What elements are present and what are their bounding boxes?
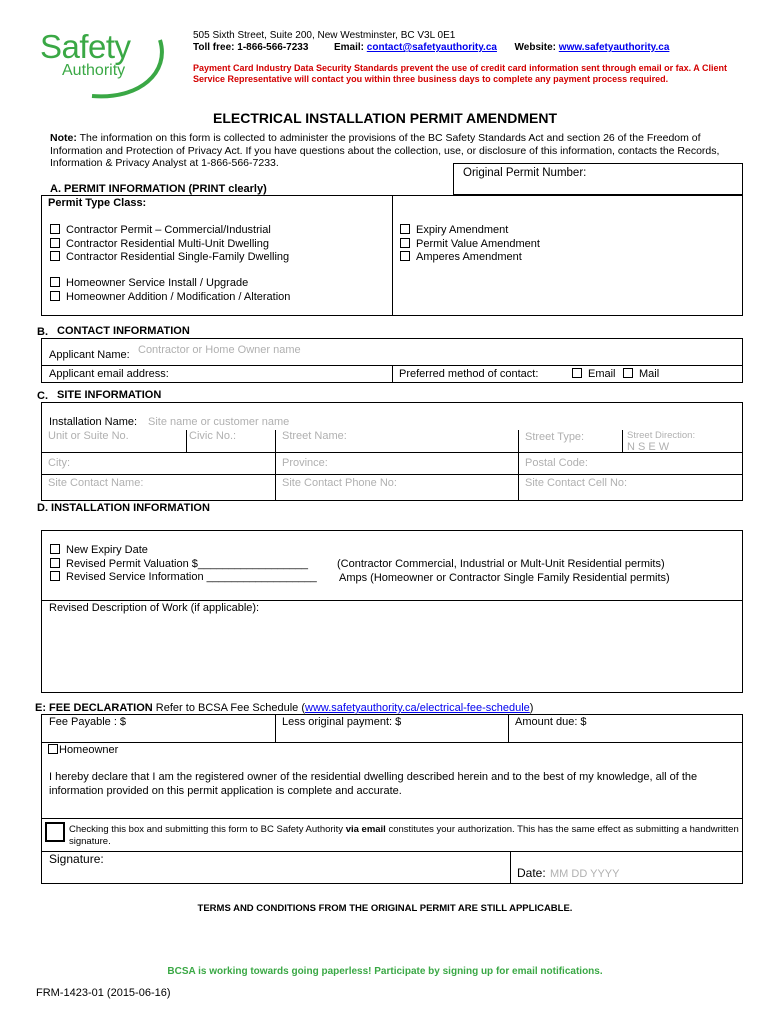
installation-name-label: Installation Name: (49, 416, 138, 428)
email-link[interactable]: contact@safetyauthority.ca (366, 42, 497, 53)
note-label: Note: (50, 132, 77, 144)
section-b-title: CONTACT INFORMATION (57, 325, 190, 337)
authorization-checkbox[interactable] (45, 822, 65, 842)
applicant-name-input[interactable]: Contractor or Home Owner name (138, 344, 301, 356)
amps-note: Amps (Homeowner or Contractor Single Family Residential permits) (339, 572, 670, 584)
option-revised-valuation[interactable]: Revised Permit Valuation $__________________ (50, 558, 317, 572)
terms-notice: TERMS AND CONDITIONS FROM THE ORIGINAL PERMIT ARE STILL APPLICABLE. (197, 903, 573, 914)
checkbox[interactable] (623, 368, 633, 378)
date-input[interactable]: MM DD YYYY (550, 868, 620, 880)
site-contact-field[interactable]: Site Contact Name: (48, 477, 144, 489)
option-contractor-commercial[interactable]: Contractor Permit – Commercial/Industrial (50, 224, 289, 238)
option-new-expiry[interactable]: New Expiry Date (50, 544, 317, 558)
checkbox[interactable] (50, 558, 60, 568)
checkbox[interactable] (50, 291, 60, 301)
civic-field[interactable]: Civic No.: (189, 430, 237, 442)
option-expiry-amendment[interactable]: Expiry Amendment (400, 224, 540, 238)
applicant-name-label: Applicant Name: (49, 349, 130, 361)
contact-line (193, 42, 669, 53)
homeowner-option[interactable]: Homeowner (48, 744, 118, 758)
section-c-letter: C. (37, 390, 48, 402)
applicant-email-label[interactable]: Applicant email address: (49, 368, 169, 380)
signature-field[interactable]: Signature: (49, 852, 104, 866)
original-permit-label: Original Permit Number: (463, 167, 587, 179)
section-c-title: SITE INFORMATION (57, 389, 162, 401)
section-a-title: A. PERMIT INFORMATION (PRINT clearly) (50, 183, 267, 195)
valuation-note: (Contractor Commercial, Industrial or Mult-Unit Residential permits) (337, 558, 665, 570)
checkbox[interactable] (400, 238, 410, 248)
preferred-contact-label: Preferred method of contact: (399, 368, 539, 380)
site-phone-field[interactable]: Site Contact Phone No: (282, 477, 397, 489)
installation-name-input[interactable]: Site name or customer name (148, 416, 290, 428)
street-direction-options[interactable]: N S E W (627, 441, 670, 453)
section-d-title: D. INSTALLATION INFORMATION (37, 502, 210, 514)
street-name-field[interactable]: Street Name: (282, 430, 347, 442)
site-cell-field[interactable]: Site Contact Cell No: (525, 477, 628, 489)
tollfree: Toll free: 1-866-566-7233 (193, 42, 309, 53)
checkbox[interactable] (50, 277, 60, 287)
original-permit-field[interactable] (453, 163, 743, 195)
fee-schedule-link[interactable]: www.safetyauthority.ca/electrical-fee-schedule (305, 702, 530, 714)
revised-description-label[interactable]: Revised Description of Work (if applicable): (49, 602, 260, 614)
street-type-field[interactable]: Street Type: (525, 431, 585, 443)
email-label: Email: (334, 42, 367, 53)
permit-type-left (50, 224, 289, 265)
form-id: FRM-1423-01 (2015-06-16) (36, 987, 171, 999)
permit-type-label: Permit Type Class: (48, 197, 147, 209)
permit-type-right (400, 224, 540, 265)
contact-email-option[interactable]: Email (572, 368, 616, 382)
option-revised-service[interactable]: Revised Service Information __________________ (50, 571, 317, 585)
section-b-letter: B. (37, 326, 48, 338)
declaration-text: I hereby declare that I am the registered owner of the residential dwelling described herein and to the best of my knowledge, all of the information provided on this permit application is complete and accurate. (49, 771, 698, 797)
checkbox[interactable] (572, 368, 582, 378)
date-label: Date: (517, 866, 546, 880)
option-permit-value-amendment[interactable]: Permit Value Amendment (400, 238, 540, 252)
checkbox[interactable] (48, 744, 58, 754)
street-direction-label: Street Direction: (627, 430, 696, 441)
section-e-header: E: FEE DECLARATION Refer to BCSA Fee Schedule (www.safetyauthority.ca/electrical-fee-schedule) (35, 702, 534, 714)
fee-payable-field[interactable]: Fee Payable : $ (49, 716, 127, 728)
checkbox[interactable] (400, 251, 410, 261)
pci-notice-2: Service Representative will contact you within three business days to complete any payment process required. (193, 74, 669, 84)
paperless-notice: BCSA is working towards going paperless! Participate by signing up for email notifications. (167, 966, 603, 977)
postal-code-field[interactable]: Postal Code: (525, 457, 588, 469)
checkbox[interactable] (50, 224, 60, 234)
website-label: Website: (514, 42, 559, 53)
checkbox[interactable] (50, 238, 60, 248)
amount-due-field[interactable]: Amount due: $ (515, 716, 587, 728)
page-title: ELECTRICAL INSTALLATION PERMIT AMENDMENT (212, 110, 558, 126)
logo-text-safety: Safety (40, 28, 131, 65)
installation-options (50, 544, 317, 585)
option-contractor-multi-unit[interactable]: Contractor Residential Multi-Unit Dwelling (50, 238, 289, 252)
address: 505 Sixth Street, Suite 200, New Westminster, BC V3L 0E1 (193, 30, 456, 41)
less-original-field[interactable]: Less original payment: $ (282, 716, 402, 728)
city-field[interactable]: City: (48, 457, 70, 469)
section-e-title: E: FEE DECLARATION (35, 702, 153, 714)
checkbox[interactable] (50, 251, 60, 261)
authorization-text: Checking this box and submitting this form to BC Safety Authority via email constitutes your authorization. This has the same effect as submitting a handwritten signature. (69, 824, 739, 847)
pci-notice-1: Payment Card Industry Data Security Standards prevent the use of credit card information sent through email or fax. A Client (193, 63, 727, 73)
permit-type-left-homeowner (50, 277, 290, 304)
website-link[interactable]: www.safetyauthority.ca (558, 42, 670, 53)
unit-field[interactable]: Unit or Suite No. (48, 430, 129, 442)
logo-text-authority: Authority (62, 62, 126, 79)
option-homeowner-service[interactable]: Homeowner Service Install / Upgrade (50, 277, 290, 291)
note-text: The information on this form is collected to administer the provisions of the BC Safety Standards Act and section 26 of the Freedom of Information and Protection of Privacy Act. If you have questions about the collection, use, or disclosure of this information, contacts the Records, Information & Privacy Analyst at 1-866-566-7233. (50, 132, 720, 169)
contact-mail-option[interactable]: Mail (623, 368, 659, 382)
option-amperes-amendment[interactable]: Amperes Amendment (400, 251, 540, 265)
checkbox[interactable] (400, 224, 410, 234)
checkbox[interactable] (50, 544, 60, 554)
checkbox[interactable] (50, 571, 60, 581)
option-homeowner-addition[interactable]: Homeowner Addition / Modification / Alteration (50, 291, 290, 305)
option-contractor-single-family[interactable]: Contractor Residential Single-Family Dwelling (50, 251, 289, 265)
fee-declaration-box (41, 714, 743, 884)
province-field[interactable]: Province: (282, 457, 328, 469)
